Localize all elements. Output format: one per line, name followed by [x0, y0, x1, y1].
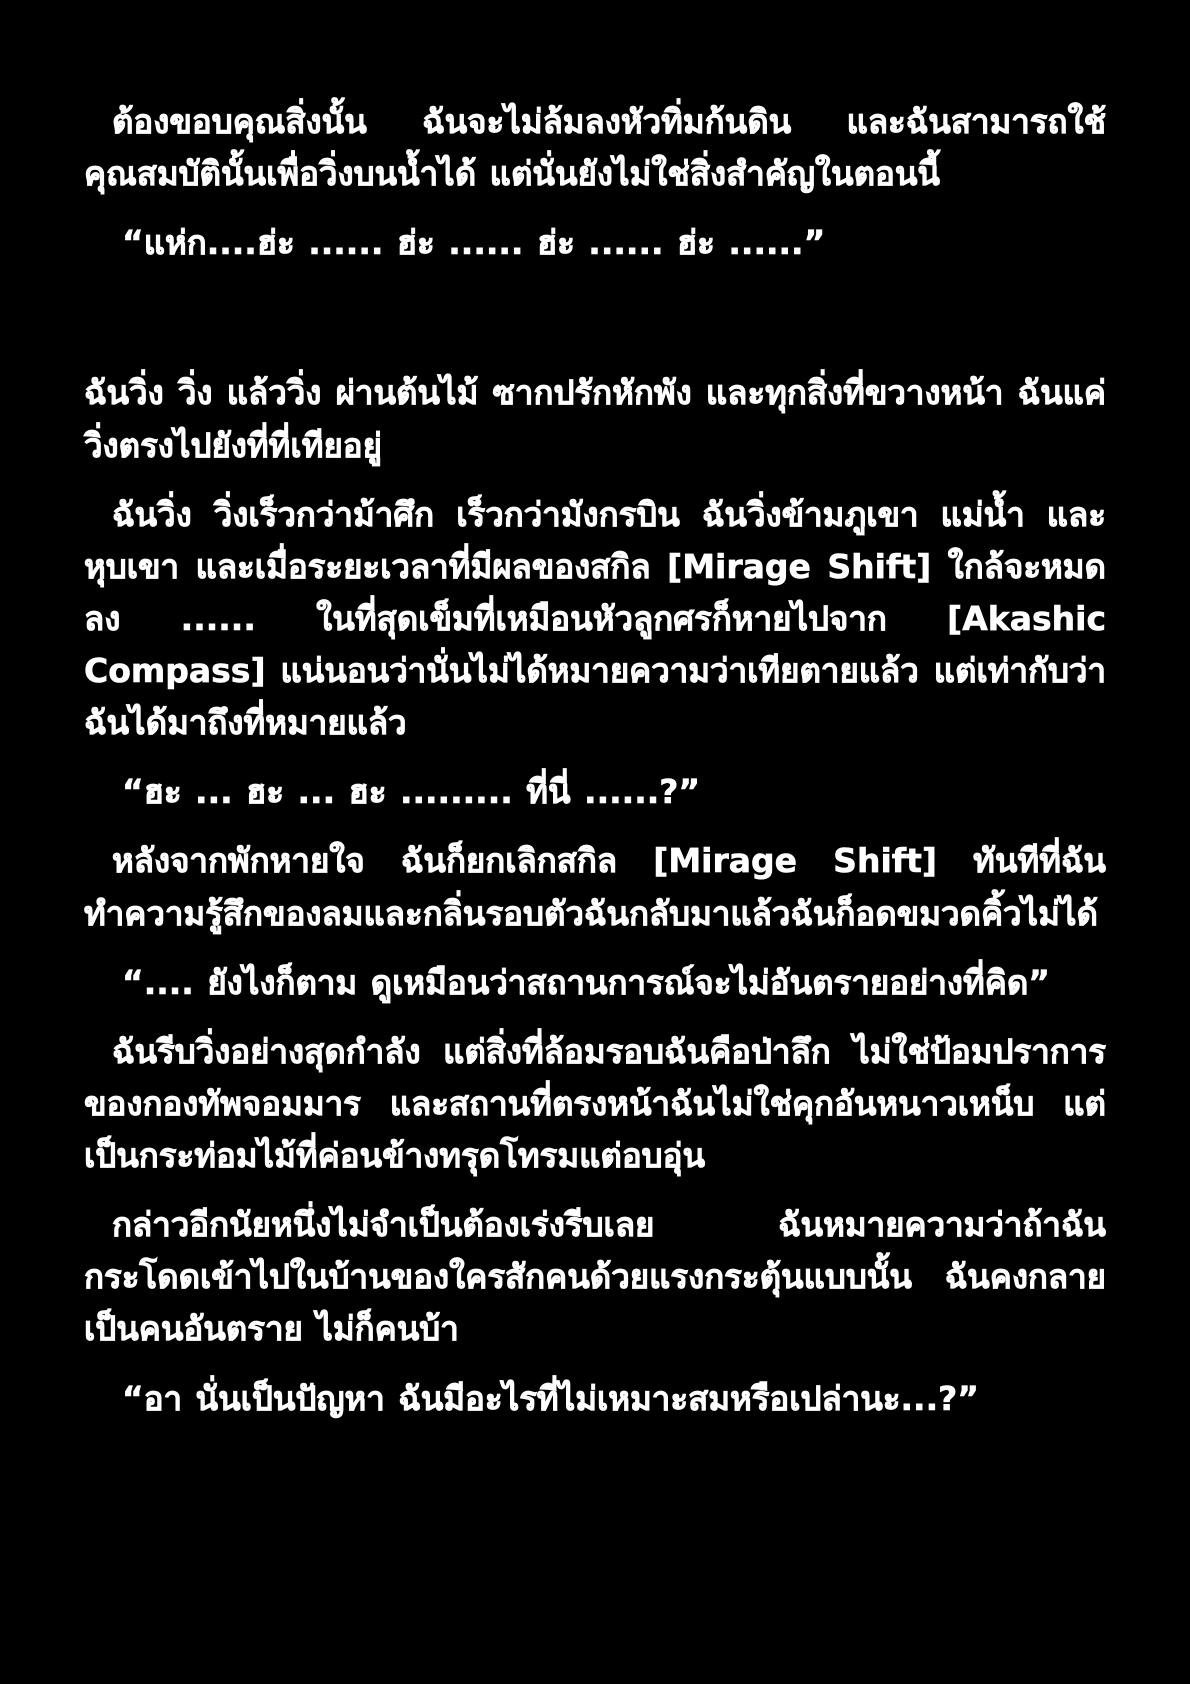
- dialogue-line-4: “อา นั่นเป็นปัญหา ฉันมีอะไรที่ไม่เหมาะสมหรือเปล่านะ...?”: [122, 1378, 979, 1418]
- paragraph-narration-2: ฉันวิ่ง วิ่ง แล้ววิ่ง ผ่านต้นไม้ ซากปรักหักพัง และทุกสิ่งที่ขวางหน้า ฉันแค่วิ่งตรงไปยังที่ที่เทียอยู่: [84, 373, 1106, 465]
- paragraph-narration-1: ต้องขอบคุณสิ่งนั้น ฉันจะไม่ล้มลงหัวทิ่มก้นดิน และฉันสามารถใช้คุณสมบัตินั้นเพื่อวิ่งบนน้ำได้ แต่นั่นยังไม่ใช่สิ่งสำคัญในตอนนี้: [84, 102, 1106, 194]
- paragraph-narration-3: ฉันวิ่ง วิ่งเร็วกว่าม้าศึก เร็วกว่ามังกรบิน ฉันวิ่งข้ามภูเขา แม่น้ำ และหุบเขา และเมื่อระยะเวลาที่มีผลของสกิล [Mirage Shift] ใกล้จะหมดลง ...... ในที่สุดเข็มที่เหมือนหัวลูกศรก็หายไปจาก [Akashic Compass] แน่นอนว่านั่นไม่ได้หมายความว่าเทียตายแล้ว แต่เท่ากับว่าฉันได้มาถึงที่หมายแล้ว: [84, 494, 1106, 743]
- dialogue-line-3: “.... ยังไงก็ตาม ดูเหมือนว่าสถานการณ์จะไม่อันตรายอย่างที่คิด”: [122, 962, 1050, 1002]
- dialogue-line-2: “ฮะ ... ฮะ ... ฮะ ......... ที่นี่ ......?”: [122, 772, 701, 812]
- dialogue-line-1: “แห่ก....ฮ่ะ ...... ฮ่ะ ...... ฮ่ะ ...... ฮ่ะ ......”: [122, 223, 826, 263]
- paragraph-narration-4: หลังจากพักหายใจ ฉันก็ยกเลิกสกิล [Mirage Shift] ทันทีที่ฉันทำความรู้สึกของลมและกลิ่นรอบตัวฉันกลับมาแล้วฉันก็อดขมวดคิ้วไม่ได้: [84, 841, 1106, 933]
- paragraph-narration-5: ฉันรีบวิ่งอย่างสุดกำลัง แต่สิ่งที่ล้อมรอบฉันคือป่าลึก ไม่ใช่ป้อมปราการของกองทัพจอมมาร และสถานที่ตรงหน้าฉันไม่ใช่คุกอันหนาวเหน็บ แต่เป็นกระท่อมไม้ที่ค่อนข้างทรุดโทรมแต่อบอุ่น: [84, 1031, 1106, 1175]
- paragraph-narration-6: กล่าวอีกนัยหนึ่งไม่จำเป็นต้องเร่งรีบเลย ฉันหมายความว่าถ้าฉันกระโดดเข้าไปในบ้านของใครสักคนด้วยแรงกระตุ้นแบบนั้น ฉันคงกลายเป็นคนอันตราย ไม่ก็คนบ้า: [84, 1205, 1106, 1349]
